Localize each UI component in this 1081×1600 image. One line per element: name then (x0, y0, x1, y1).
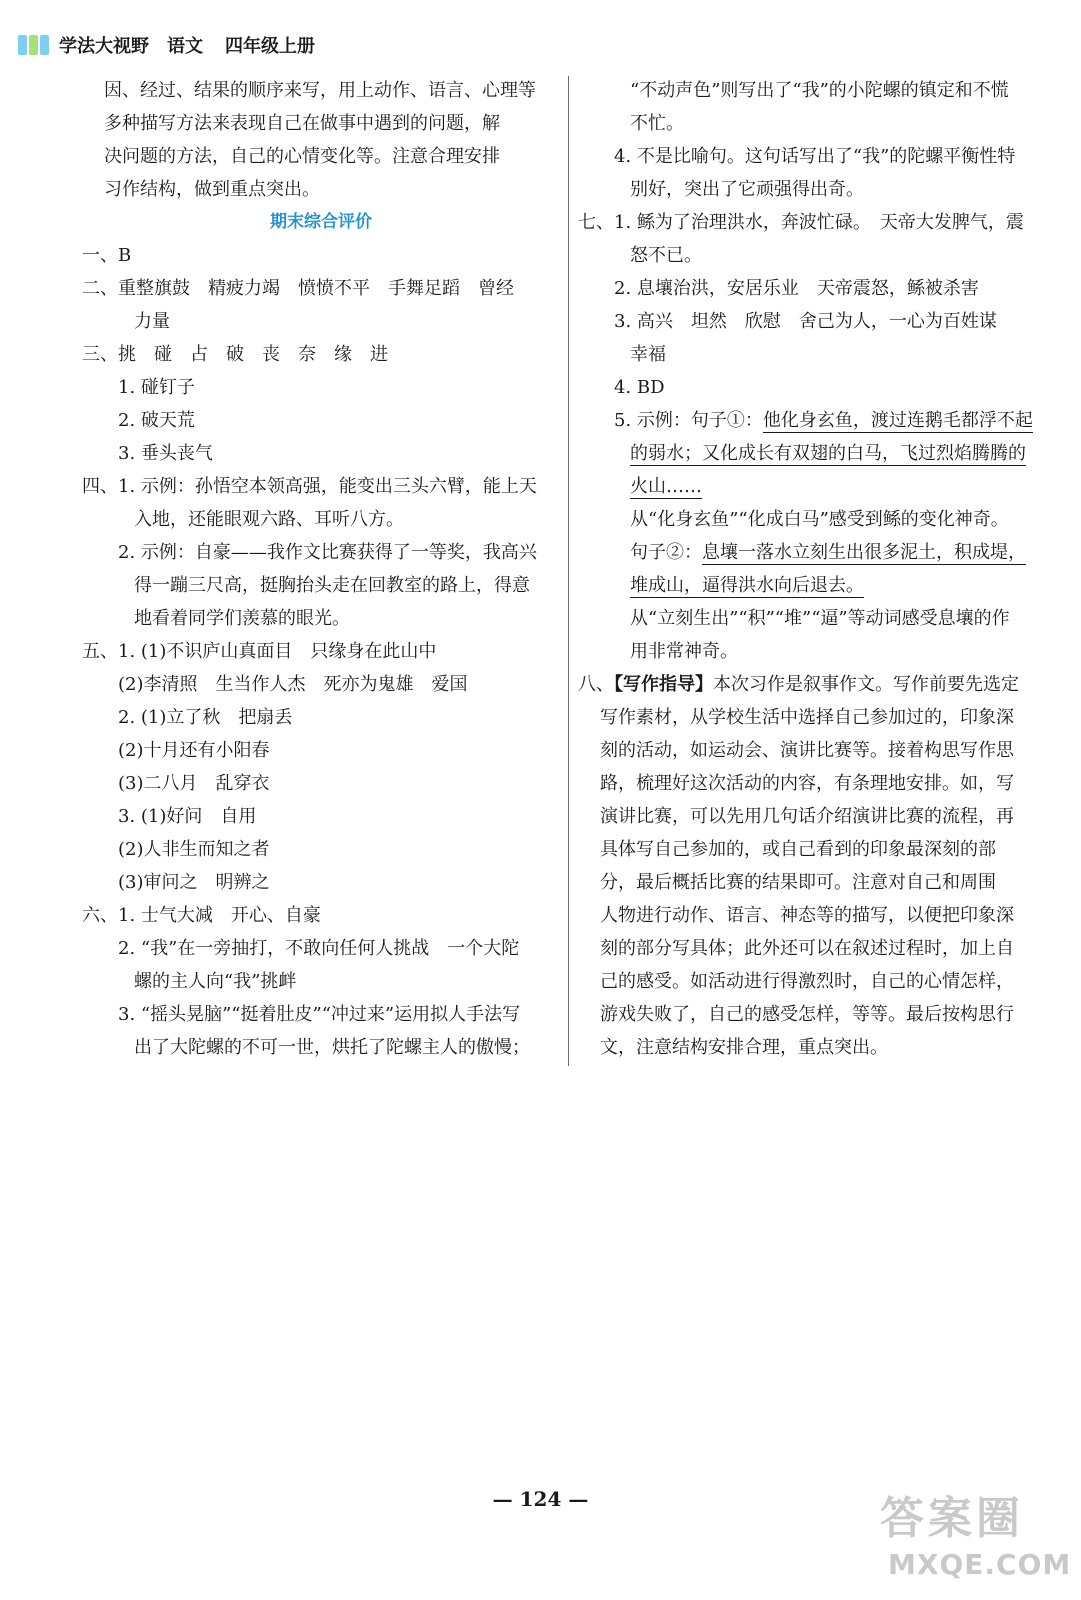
q8-line: 文，注意结构安排合理，重点突出。 (600, 1037, 888, 1058)
answer-q3-3: 3. 垂头丧气 (118, 443, 213, 464)
answer-q6-4-cont: 别好，突出了它顽强得出奇。 (630, 179, 864, 200)
answer-q7-3: 3. 高兴 坦然 欣慰 舍己为人，一心为百姓谋 (614, 311, 997, 332)
grade-label: 四年级上册 (225, 36, 315, 57)
answer-q6-3-cont: 不忙。 (630, 113, 684, 134)
q8-line: 己的感受。如活动进行得激烈时，自己的心情怎样， (600, 971, 1014, 992)
logo-bar (40, 35, 49, 55)
q8-line: 路，梳理好这次活动的内容，有条理地安排。如，写 (600, 773, 1014, 794)
answer-q8 (578, 668, 1048, 701)
answer-q6-2: 2. “我”在一旁抽打，不敢向任何人挑战 一个大陀 (118, 938, 520, 959)
section-title: 期末综合评价 (270, 212, 372, 232)
answer-q5-1: 五、1. (1)不识庐山真面目 只缘身在此山中 (82, 641, 437, 662)
q8-line: 刻的部分写具体；此外还可以在叙述过程时，加上自 (600, 938, 1014, 959)
answer-q3: 三、挑 碰 占 破 丧 奈 缘 进 (82, 344, 388, 365)
answer-q7-5 (578, 404, 1048, 437)
text-line: 决问题的方法，自己的心情变化等。注意合理安排 (104, 146, 500, 167)
sentence-label: 句子②： (630, 542, 702, 563)
text-line: 习作结构，做到重点突出。 (104, 179, 320, 200)
q8-line: 分，最后概括比赛的结果即可。注意对自己和周围 (600, 872, 996, 893)
answer-q5-1-2: (2)李清照 生当作人杰 死亦为鬼雄 爱国 (118, 674, 468, 695)
answer-q7-5-cont (578, 470, 1048, 503)
q8-line: 写作素材，从学校生活中选择自己参加过的，印象深 (600, 707, 1014, 728)
underlined-sentence: 火山…… (630, 476, 702, 497)
answer-q7-5-cont (578, 437, 1048, 470)
logo-bar (18, 35, 27, 55)
answer-q7-5-note: 从“立刻生出”“积”“堆”“逼”等动词感受息壤的作 (630, 608, 1010, 629)
answer-q2-cont: 力量 (134, 311, 170, 332)
answer-q7-2: 2. 息壤治洪，安居乐业 天帝震怒，鲧被杀害 (614, 278, 979, 299)
q8-line: 具体写自己参加的，或自己看到的印象最深刻的部 (600, 839, 996, 860)
answer-q7-1: 七、1. 鲧为了治理洪水，奔波忙碌。 天帝大发脾气，震 (578, 212, 1024, 233)
page-header (18, 30, 315, 60)
example-prefix: 5. 示例：句子①： (614, 410, 763, 431)
answer-q5-3-3: (3)审问之 明辨之 (118, 872, 270, 893)
subject-label: 语文 (167, 36, 203, 57)
text-line: 多种描写方法来表现自己在做事中遇到的问题，解 (104, 113, 500, 134)
watermark-logo (880, 1482, 1070, 1592)
q8-prefix: 八、 (578, 674, 614, 695)
answer-q2: 二、重整旗鼓 精疲力竭 愤愤不平 手舞足蹈 曾经 (82, 278, 514, 299)
answer-q4-2-cont: 地看着同学们羡慕的眼光。 (134, 608, 350, 629)
writing-guide-tag: 【写作指导】 (614, 674, 713, 695)
underlined-sentence: 的弱水；又化成长有双翅的白马，飞过烈焰腾腾的 (630, 443, 1026, 464)
column-divider (568, 76, 569, 1066)
left-column (82, 74, 560, 1064)
q8-line: 刻的活动，如运动会、演讲比赛等。接着构思写作思 (600, 740, 1014, 761)
q8-line: 人物进行动作、语言、神态等的描写，以便把印象深 (600, 905, 1014, 926)
answer-q7-5-cont (578, 569, 1048, 602)
underlined-sentence: 堆成山，逼得洪水向后退去。 (630, 575, 864, 596)
answer-q3-1: 1. 碰钉子 (118, 377, 195, 398)
answer-q5-2-2: (2)十月还有小阳春 (118, 740, 270, 761)
answer-q5-3-2: (2)人非生而知之者 (118, 839, 270, 860)
underlined-sentence: 息壤一落水立刻生出很多泥土，积成堤， (702, 542, 1026, 563)
answer-q6-4: 4. 不是比喻句。这句话写出了“我”的陀螺平衡性特 (614, 146, 1016, 167)
answer-q7-1-cont: 怒不已。 (630, 245, 702, 266)
watermark-text: 答案圈 (880, 1493, 1024, 1544)
answer-q7-4: 4. BD (614, 377, 665, 398)
answer-q4-2-cont: 得一蹦三尺高，挺胸抬头走在回教室的路上，得意 (134, 575, 530, 596)
answer-q6-3-cont: “不动声色”则写出了“我”的小陀螺的镇定和不慌 (630, 80, 1009, 101)
series-title: 学法大视野 (59, 36, 149, 57)
answer-q4-1: 四、1. 示例：孙悟空本领高强，能变出三头六臂，能上天 (82, 476, 537, 497)
answer-q7-3-cont: 幸福 (630, 344, 666, 365)
answer-q1: 一、B (82, 245, 132, 266)
answer-q4-1-cont: 入地，还能眼观六路、耳听八方。 (134, 509, 404, 530)
answer-q6-3-cont: 出了大陀螺的不可一世，烘托了陀螺主人的傲慢； (134, 1037, 530, 1058)
logo-bar (29, 35, 38, 55)
answer-q6-1: 六、1. 士气大减 开心、自豪 (82, 905, 321, 926)
answer-q7-5-s2 (578, 536, 1048, 569)
watermark-url: MXQE.COM (888, 1548, 1072, 1581)
text-line: 因、经过、结果的顺序来写，用上动作、语言、心理等 (104, 80, 536, 101)
answer-q6-2-cont: 螺的主人向“我”挑衅 (134, 971, 297, 992)
q8-first: 本次习作是叙事作文。写作前要先选定 (713, 674, 1019, 695)
answer-q3-2: 2. 破天荒 (118, 410, 195, 431)
series-logo-icon (18, 35, 49, 55)
answer-q5-2: 2. (1)立了秋 把扇丢 (118, 707, 293, 728)
page-number: — 124 — (492, 1487, 589, 1511)
answer-q4-2: 2. 示例：自豪——我作文比赛获得了一等奖，我高兴 (118, 542, 537, 563)
answer-q5-3: 3. (1)好问 自用 (118, 806, 257, 827)
right-column (578, 74, 1048, 1064)
q8-line: 游戏失败了，自己的感受怎样，等等。最后按构思行 (600, 1004, 1014, 1025)
answer-q5-2-3: (3)二八月 乱穿衣 (118, 773, 270, 794)
underlined-sentence: 他化身玄鱼，渡过连鹅毛都浮不起 (762, 410, 1033, 431)
answer-q7-5-note: 用非常神奇。 (630, 641, 738, 662)
q8-line: 演讲比赛，可以先用几句话介绍演讲比赛的流程，再 (600, 806, 1014, 827)
answer-q6-3: 3. “摇头晃脑”“挺着肚皮”“冲过来”运用拟人手法写 (118, 1004, 521, 1025)
answer-q7-5-note: 从“化身玄鱼”“化成白马”感受到鲧的变化神奇。 (630, 509, 1009, 530)
